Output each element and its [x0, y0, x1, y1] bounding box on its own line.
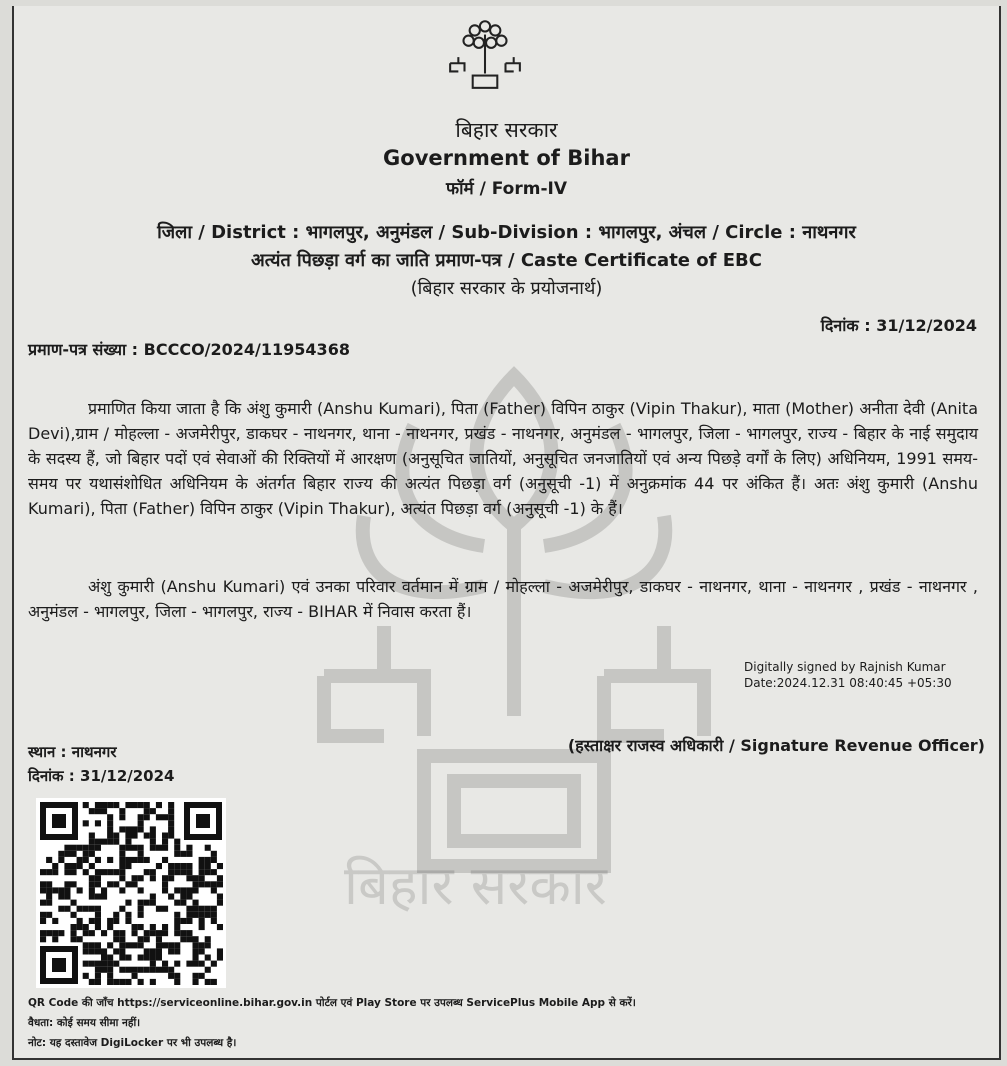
watermark-text: बिहार सरकार — [344, 854, 607, 917]
certificate-number: प्रमाण-पत्र संख्या : BCCCO/2024/11954368 — [28, 340, 350, 359]
purpose-line: (बिहार सरकार के प्रयोजनार्थ) — [410, 278, 603, 299]
qr-code — [36, 798, 226, 988]
state-title-hindi: बिहार सरकार — [455, 118, 558, 142]
certificate-sheet — [12, 6, 1001, 1060]
signing-date: दिनांक : 31/12/2024 — [28, 767, 175, 785]
signatory-label: (हस्ताक्षर राजस्व अधिकारी / Signature Revenue Officer) — [567, 736, 985, 755]
footer-digilocker-note: नोट: यह दस्तावेज DigiLocker पर भी उपलब्ध है। — [28, 1037, 237, 1049]
bodhi-tree-emblem-icon — [444, 12, 526, 94]
form-label: फॉर्म / Form-IV — [446, 179, 567, 199]
footer-qr-note: QR Code की जाँच https://serviceonline.bihar.gov.in पोर्टल एवं Play Store पर उपलब्ध ServicePlus Mobile App से करें। — [28, 997, 636, 1009]
digital-signature-name: Digitally signed by Rajnish Kumar — [744, 660, 946, 674]
location-line: जिला / District : भागलपुर, अनुमंडल / Sub-Division : भागलपुर, अंचल / Circle : नाथनगर — [157, 222, 856, 243]
footer-validity: वैधता: कोई समय सीमा नहीं। — [28, 1017, 141, 1029]
certificate-body-para1: प्रमाणित किया जाता है कि अंशु कुमारी (Anshu Kumari), पिता (Father) विपिन ठाकुर (Vipin Thakur), माता (Mother) अनीता देवी (Anita Devi),ग्राम / मोहल्ला - अजमेरीपुर, डाकघर - नाथनगर, थाना - नाथनगर, प्रखंड - नाथनगर, अनुमंडल - भागलपुर, जिला - भागलपुर, राज्य - बिहार के नाई समुदाय के सदस्य हैं, जो बिहार पदों एवं सेवाओं की रिक्तियों में आरक्षण (अनुसूचित जातियों, अनुसूचित जनजातियों एवं अन्य पिछड़े वर्गों के लिए) अधिनियम, 1991 समय-समय पर यथासंशोधित अधिनियम के अंतर्गत बिहार राज्य की अत्यंत पिछड़ा वर्ग (अनुसूची -1) में अनुक्रमांक 44 पर अंकित हैं। अतः अंशु कुमारी (Anshu Kumari), पिता (Father) विपिन ठाकुर (Vipin Thakur), अत्यंत पिछड़ा वर्ग (अनुसूची -1) के हैं। — [28, 399, 978, 518]
certificate-body-para2: अंशु कुमारी (Anshu Kumari) एवं उनका परिवार वर्तमान में ग्राम / मोहल्ला - अजमेरीपुर, डाकघर - नाथनगर, थाना - नाथनगर , प्रखंड - नाथनगर , अनुमंडल - भागलपुर, जिला - भागलपुर, राज्य - BIHAR में निवास करता हैं। — [28, 577, 978, 621]
state-title-english: Government of Bihar — [383, 146, 630, 170]
place: स्थान : नाथनगर — [28, 743, 117, 761]
issue-date: दिनांक : 31/12/2024 — [820, 316, 977, 335]
digital-signature-date: Date:2024.12.31 08:40:45 +05:30 — [744, 676, 952, 690]
certificate-title: अत्यंत पिछड़ा वर्ग का जाति प्रमाण-पत्र / Caste Certificate of EBC — [251, 250, 762, 271]
